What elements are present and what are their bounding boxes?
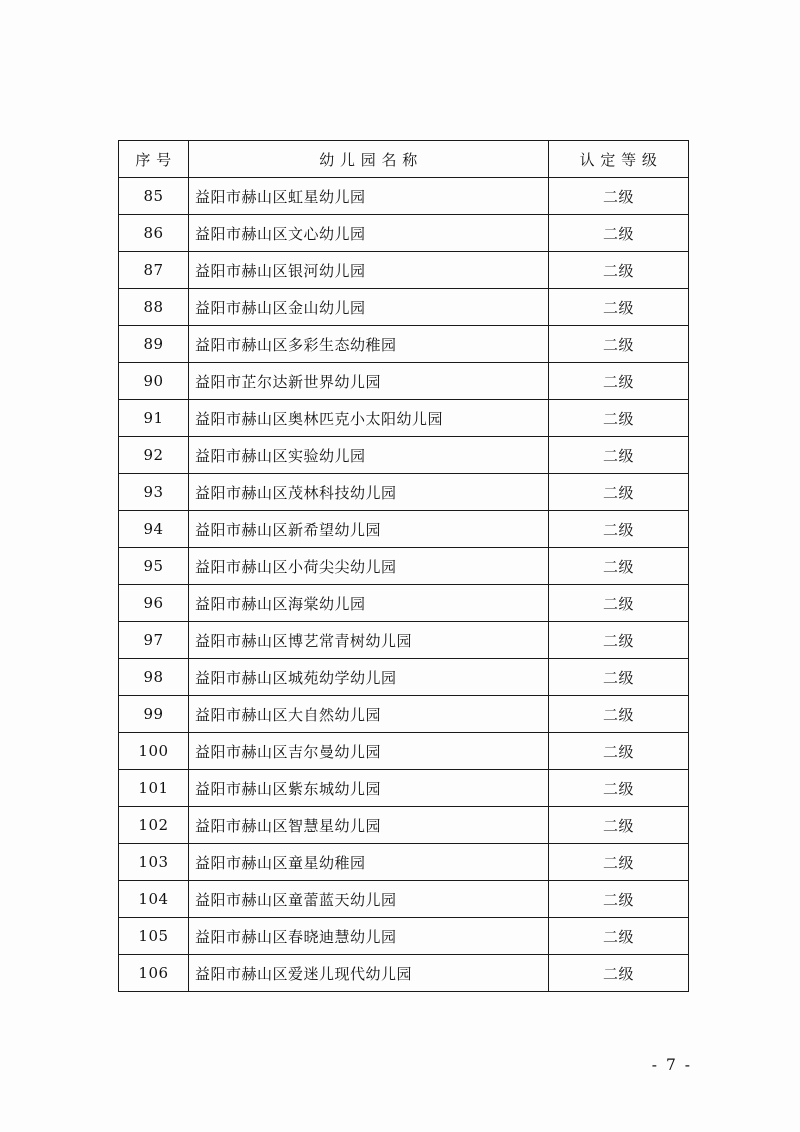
kindergarten-name-cell: 益阳市赫山区童星幼稚园 xyxy=(189,844,549,881)
kindergarten-table xyxy=(118,140,689,992)
kindergarten-name-cell: 益阳市赫山区智慧星幼儿园 xyxy=(189,807,549,844)
certification-level-cell: 二级 xyxy=(549,770,689,807)
column-header-index: 序 号 xyxy=(119,141,189,178)
row-index-cell: 91 xyxy=(119,400,189,437)
table-row xyxy=(119,363,689,400)
table-row xyxy=(119,622,689,659)
table-row xyxy=(119,770,689,807)
kindergarten-name-cell: 益阳市赫山区吉尔曼幼儿园 xyxy=(189,733,549,770)
row-index-cell: 90 xyxy=(119,363,189,400)
row-index-cell: 87 xyxy=(119,252,189,289)
row-index-cell: 100 xyxy=(119,733,189,770)
table-row xyxy=(119,881,689,918)
certification-level-cell: 二级 xyxy=(549,289,689,326)
kindergarten-name-cell: 益阳市赫山区奥林匹克小太阳幼儿园 xyxy=(189,400,549,437)
table-row xyxy=(119,511,689,548)
certification-level-cell: 二级 xyxy=(549,326,689,363)
kindergarten-name-cell: 益阳市赫山区城苑幼学幼儿园 xyxy=(189,659,549,696)
kindergarten-table-container xyxy=(118,140,688,992)
row-index-cell: 101 xyxy=(119,770,189,807)
certification-level-cell: 二级 xyxy=(549,400,689,437)
row-index-cell: 92 xyxy=(119,437,189,474)
row-index-cell: 99 xyxy=(119,696,189,733)
table-row xyxy=(119,659,689,696)
kindergarten-name-cell: 益阳市赫山区大自然幼儿园 xyxy=(189,696,549,733)
certification-level-cell: 二级 xyxy=(549,215,689,252)
row-index-cell: 95 xyxy=(119,548,189,585)
kindergarten-name-cell: 益阳市赫山区多彩生态幼稚园 xyxy=(189,326,549,363)
certification-level-cell: 二级 xyxy=(549,585,689,622)
kindergarten-name-cell: 益阳市赫山区春晓迪慧幼儿园 xyxy=(189,918,549,955)
certification-level-cell: 二级 xyxy=(549,733,689,770)
kindergarten-name-cell: 益阳市赫山区金山幼儿园 xyxy=(189,289,549,326)
certification-level-cell: 二级 xyxy=(549,511,689,548)
table-row xyxy=(119,955,689,992)
certification-level-cell: 二级 xyxy=(549,437,689,474)
certification-level-cell: 二级 xyxy=(549,696,689,733)
kindergarten-name-cell: 益阳市赫山区茂林科技幼儿园 xyxy=(189,474,549,511)
row-index-cell: 104 xyxy=(119,881,189,918)
row-index-cell: 85 xyxy=(119,178,189,215)
certification-level-cell: 二级 xyxy=(549,252,689,289)
column-header-name: 幼 儿 园 名 称 xyxy=(189,141,549,178)
kindergarten-name-cell: 益阳市赫山区新希望幼儿园 xyxy=(189,511,549,548)
table-row xyxy=(119,918,689,955)
column-header-level: 认 定 等 级 xyxy=(549,141,689,178)
row-index-cell: 102 xyxy=(119,807,189,844)
table-row xyxy=(119,844,689,881)
certification-level-cell: 二级 xyxy=(549,844,689,881)
table-row xyxy=(119,289,689,326)
row-index-cell: 106 xyxy=(119,955,189,992)
certification-level-cell: 二级 xyxy=(549,659,689,696)
table-row xyxy=(119,252,689,289)
certification-level-cell: 二级 xyxy=(549,918,689,955)
table-row xyxy=(119,178,689,215)
certification-level-cell: 二级 xyxy=(549,548,689,585)
row-index-cell: 86 xyxy=(119,215,189,252)
table-row xyxy=(119,437,689,474)
page-number: - 7 - xyxy=(651,1056,692,1074)
row-index-cell: 94 xyxy=(119,511,189,548)
row-index-cell: 96 xyxy=(119,585,189,622)
kindergarten-name-cell: 益阳市赫山区博艺常青树幼儿园 xyxy=(189,622,549,659)
kindergarten-name-cell: 益阳市赫山区童蕾蓝天幼儿园 xyxy=(189,881,549,918)
kindergarten-name-cell: 益阳市芷尔达新世界幼儿园 xyxy=(189,363,549,400)
table-row xyxy=(119,215,689,252)
row-index-cell: 88 xyxy=(119,289,189,326)
table-row xyxy=(119,585,689,622)
table-row xyxy=(119,326,689,363)
table-row xyxy=(119,733,689,770)
kindergarten-name-cell: 益阳市赫山区实验幼儿园 xyxy=(189,437,549,474)
row-index-cell: 98 xyxy=(119,659,189,696)
kindergarten-name-cell: 益阳市赫山区海棠幼儿园 xyxy=(189,585,549,622)
row-index-cell: 97 xyxy=(119,622,189,659)
row-index-cell: 103 xyxy=(119,844,189,881)
certification-level-cell: 二级 xyxy=(549,955,689,992)
table-row xyxy=(119,474,689,511)
table-header-row xyxy=(119,141,689,178)
table-row xyxy=(119,548,689,585)
kindergarten-name-cell: 益阳市赫山区银河幼儿园 xyxy=(189,252,549,289)
kindergarten-name-cell: 益阳市赫山区小荷尖尖幼儿园 xyxy=(189,548,549,585)
table-row xyxy=(119,807,689,844)
certification-level-cell: 二级 xyxy=(549,881,689,918)
table-row xyxy=(119,400,689,437)
certification-level-cell: 二级 xyxy=(549,178,689,215)
kindergarten-name-cell: 益阳市赫山区爱迷儿现代幼儿园 xyxy=(189,955,549,992)
row-index-cell: 105 xyxy=(119,918,189,955)
row-index-cell: 89 xyxy=(119,326,189,363)
kindergarten-name-cell: 益阳市赫山区紫东城幼儿园 xyxy=(189,770,549,807)
kindergarten-name-cell: 益阳市赫山区文心幼儿园 xyxy=(189,215,549,252)
table-row xyxy=(119,696,689,733)
certification-level-cell: 二级 xyxy=(549,474,689,511)
kindergarten-name-cell: 益阳市赫山区虹星幼儿园 xyxy=(189,178,549,215)
certification-level-cell: 二级 xyxy=(549,622,689,659)
certification-level-cell: 二级 xyxy=(549,363,689,400)
row-index-cell: 93 xyxy=(119,474,189,511)
certification-level-cell: 二级 xyxy=(549,807,689,844)
